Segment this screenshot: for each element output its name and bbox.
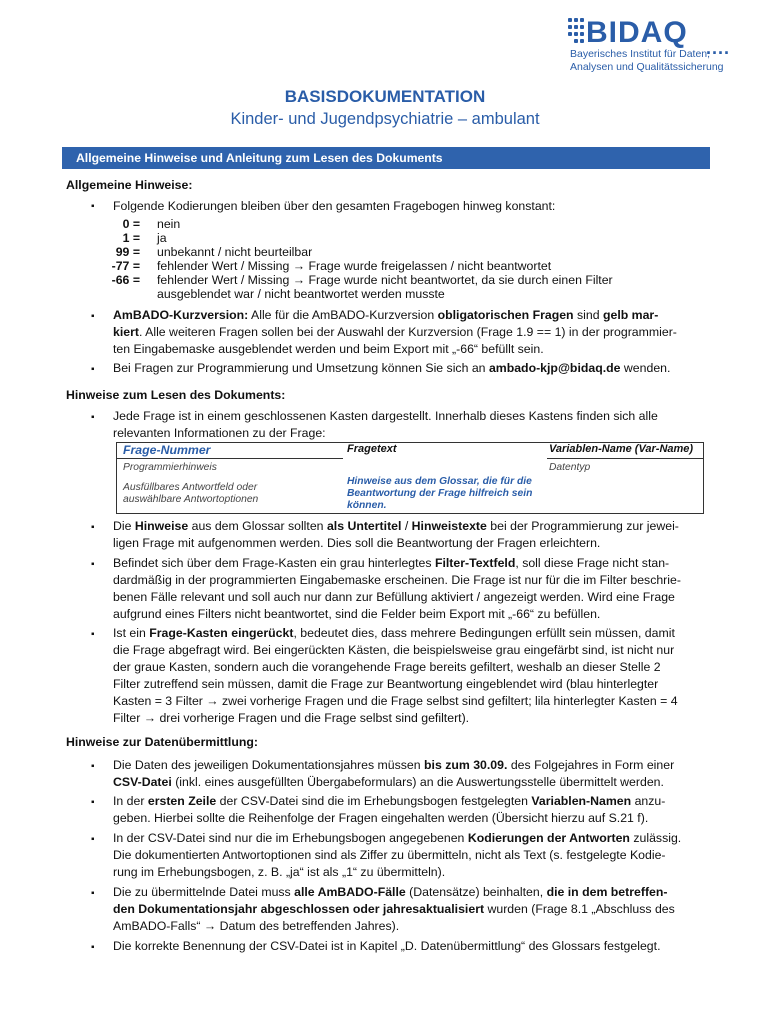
list-item: In der ersten Zeile der CSV-Datei sind die im Erhebungsbogen festgelegten Variablen-Namen anzu- geben. Hierbei sollte die Reihenfolge der Fragen eingehalten werden (Übersicht hierzu auf S.21 f). — [113, 794, 666, 825]
fragetext-label: Fragetext — [347, 443, 397, 455]
bullet-icon: ▪ — [91, 201, 95, 212]
code-text: unbekannt / nicht beurteilbar — [157, 245, 313, 259]
divider — [547, 458, 703, 459]
document-title: BASISDOKUMENTATION — [284, 87, 486, 106]
list-item: Folgende Kodierungen bleiben über den gesamten Fragebogen hinweg konstant: — [113, 199, 556, 213]
bullet-icon: ▪ — [91, 559, 95, 570]
list-item: Jede Frage ist in einem geschlossenen Kasten dargestellt. Innerhalb dieses Kastens finden sich alle relevanten Informationen zu der Frage: — [113, 409, 658, 440]
code-text: fehlender Wert / Missing → Frage wurde nicht beantwortet, da sie durch einen Filter — [157, 273, 613, 287]
list-item: AmBADO-Kurzversion: Alle für die AmBADO-Kurzversion obligatorischen Fragen sind gelb mar- kiert. Alle weiteren Fragen sollen bei der Auswahl der Kurzversion (Frage 1.9 == 1) in der programmier- ten Eingabemaske ausgeblendet werden und beim Export mit „-66“ befüllt sein. — [113, 308, 677, 356]
list-item: In der CSV-Datei sind nur die im Erhebungsbogen angegebenen Kodierungen der Antworten zulässig. Die dokumentierten Antwortoptionen sind als Ziffer zu übermitteln, nicht als Text (s. festgelegte Kodie- rung im Erhebungsbogen, z. B. „ja“ ist als „1“ zu übermitteln). — [113, 831, 682, 879]
antwortfeld-label-1: Ausfüllbares Antwortfeld oder — [123, 482, 258, 493]
logo-subtitle-1: Bayerisches Institut für Daten, — [570, 48, 711, 60]
logo-subtitle-2: Analysen und Qualitätssicherung — [570, 61, 724, 73]
bullet-icon: ▪ — [91, 888, 95, 899]
list-item: Die zu übermittelnde Datei muss alle AmBADO-Fälle (Datensätze) beinhalten, die in dem betreffen- den Dokumentationsjahr abgeschlossen oder jahresaktualisiert wurden (Frage 8.1 „Abschluss des AmBADO-Falls“ → Datum des betreffenden Jahres). — [113, 885, 675, 933]
bullet-icon: ▪ — [91, 629, 95, 640]
heading-allgemeine-hinweise: Allgemeine Hinweise: — [66, 178, 193, 192]
frage-nummer-label: Frage-Nummer — [123, 443, 211, 457]
list-item: Bei Fragen zur Programmierung und Umsetzung können Sie sich an ambado-kjp@bidaq.de wenden. — [113, 361, 671, 375]
divider — [117, 458, 343, 459]
code-text: nein — [157, 217, 181, 231]
list-item: Befindet sich über dem Frage-Kasten ein grau hinterlegtes Filter-Textfeld, soll diese Frage nicht stan- dardmäßig in der programmierten Eingabemaske erscheinen. Die Frage ist nur für die im Filter beschrie- benen Fälle relevant und soll auch nur dann zur Befüllung aktiviert / angezeigt werden. Wird eine Frage aufgrund eines Filters nicht beantwortet, sind die Felder beim Export mit „-66“ zu befüllen. — [113, 556, 681, 621]
bullet-icon: ▪ — [91, 364, 95, 375]
heading-hinweise-lesen: Hinweise zum Lesen des Dokuments: — [66, 388, 286, 402]
programmierhinweis-label: Programmierhinweis — [123, 462, 217, 473]
list-item: Die Hinweise aus dem Glossar sollten als Untertitel / Hinweistexte bei der Programmierung zur jewei- ligen Frage mit aufgenommen werden. Dies soll die Beantwortung der Fragen erleichtern. — [113, 519, 679, 550]
antwortfeld-label-2: auswählbare Antwortoptionen — [123, 494, 259, 505]
glossar-hinweis: Hinweise aus dem Glossar, die für die Beantwortung der Frage hilfreich sein können. — [347, 476, 533, 511]
bidaq-logo — [568, 14, 748, 74]
bullet-icon: ▪ — [91, 942, 95, 953]
bullet-icon: ▪ — [91, 834, 95, 845]
heading-datenuebermittlung: Hinweise zur Datenübermittlung: — [66, 735, 258, 749]
code-text-continued: ausgeblendet war / nicht beantwortet werden musste — [157, 287, 445, 301]
section-banner-text: Allgemeine Hinweise und Anleitung zum Lesen des Dokuments — [76, 151, 443, 165]
datentyp-label: Datentyp — [549, 462, 591, 473]
logo-tail-dots: .... — [706, 38, 731, 58]
section-banner — [62, 147, 710, 169]
list-item: Ist ein Frage-Kasten eingerückt, bedeutet dies, dass mehrere Bedingungen erfüllt sein müssen, damit die Frage abgefragt wird. Bei eingerückten Kästen, die beispielsweise grau eingefärbt sind, ist nicht nur der graue Kasten, sondern auch die vorangehende Frage bereits gefiltert, weshalb an dieser Stelle 2 Filter zutreffend sein müssen, damit die Frage zur Beantwortung eingeblendet wird (blau hinterlegter Kasten = 3 Filter → zwei vorherige Fragen und die Frage selbst sind gefiltert; lila hinterlegter Kasten = 4 Filter → drei vorherige Fragen und die Frage selbst sind gefiltert). — [113, 626, 678, 725]
logo-dots-icon — [568, 18, 586, 46]
code-value: 99 = — [115, 245, 140, 259]
logo-wordmark: BIDAQ — [586, 16, 688, 49]
list-item: Die Daten des jeweiligen Dokumentationsjahres müssen bis zum 30.09. des Folgejahres in Form einer CSV-Datei (inkl. eines ausgefüllten Übergabeformulars) an die Auswertungsstelle übermittelt werden. — [113, 758, 675, 789]
document-subtitle: Kinder- und Jugendpsychiatrie – ambulant — [230, 110, 540, 128]
code-value: 1 = — [122, 231, 140, 245]
code-value: -66 = — [111, 273, 140, 287]
bullet-icon: ▪ — [91, 522, 95, 533]
var-name-label: Variablen-Name (Var-Name) — [549, 443, 694, 455]
bullet-icon: ▪ — [91, 412, 95, 423]
bullet-icon: ▪ — [91, 797, 95, 808]
code-value: 0 = — [122, 217, 140, 231]
contact-email-link[interactable]: ambado-kjp@bidaq.de — [488, 361, 621, 375]
code-value: -77 = — [111, 259, 140, 273]
list-item: Die korrekte Benennung der CSV-Datei ist in Kapitel „D. Datenübermittlung“ des Glossars festgelegt. — [113, 939, 661, 953]
bullet-icon: ▪ — [91, 761, 95, 772]
bullet-icon: ▪ — [91, 311, 95, 322]
sample-question-box — [116, 442, 704, 514]
code-text: fehlender Wert / Missing → Frage wurde freigelassen / nicht beantwortet — [157, 259, 552, 273]
code-text: ja — [157, 231, 167, 245]
